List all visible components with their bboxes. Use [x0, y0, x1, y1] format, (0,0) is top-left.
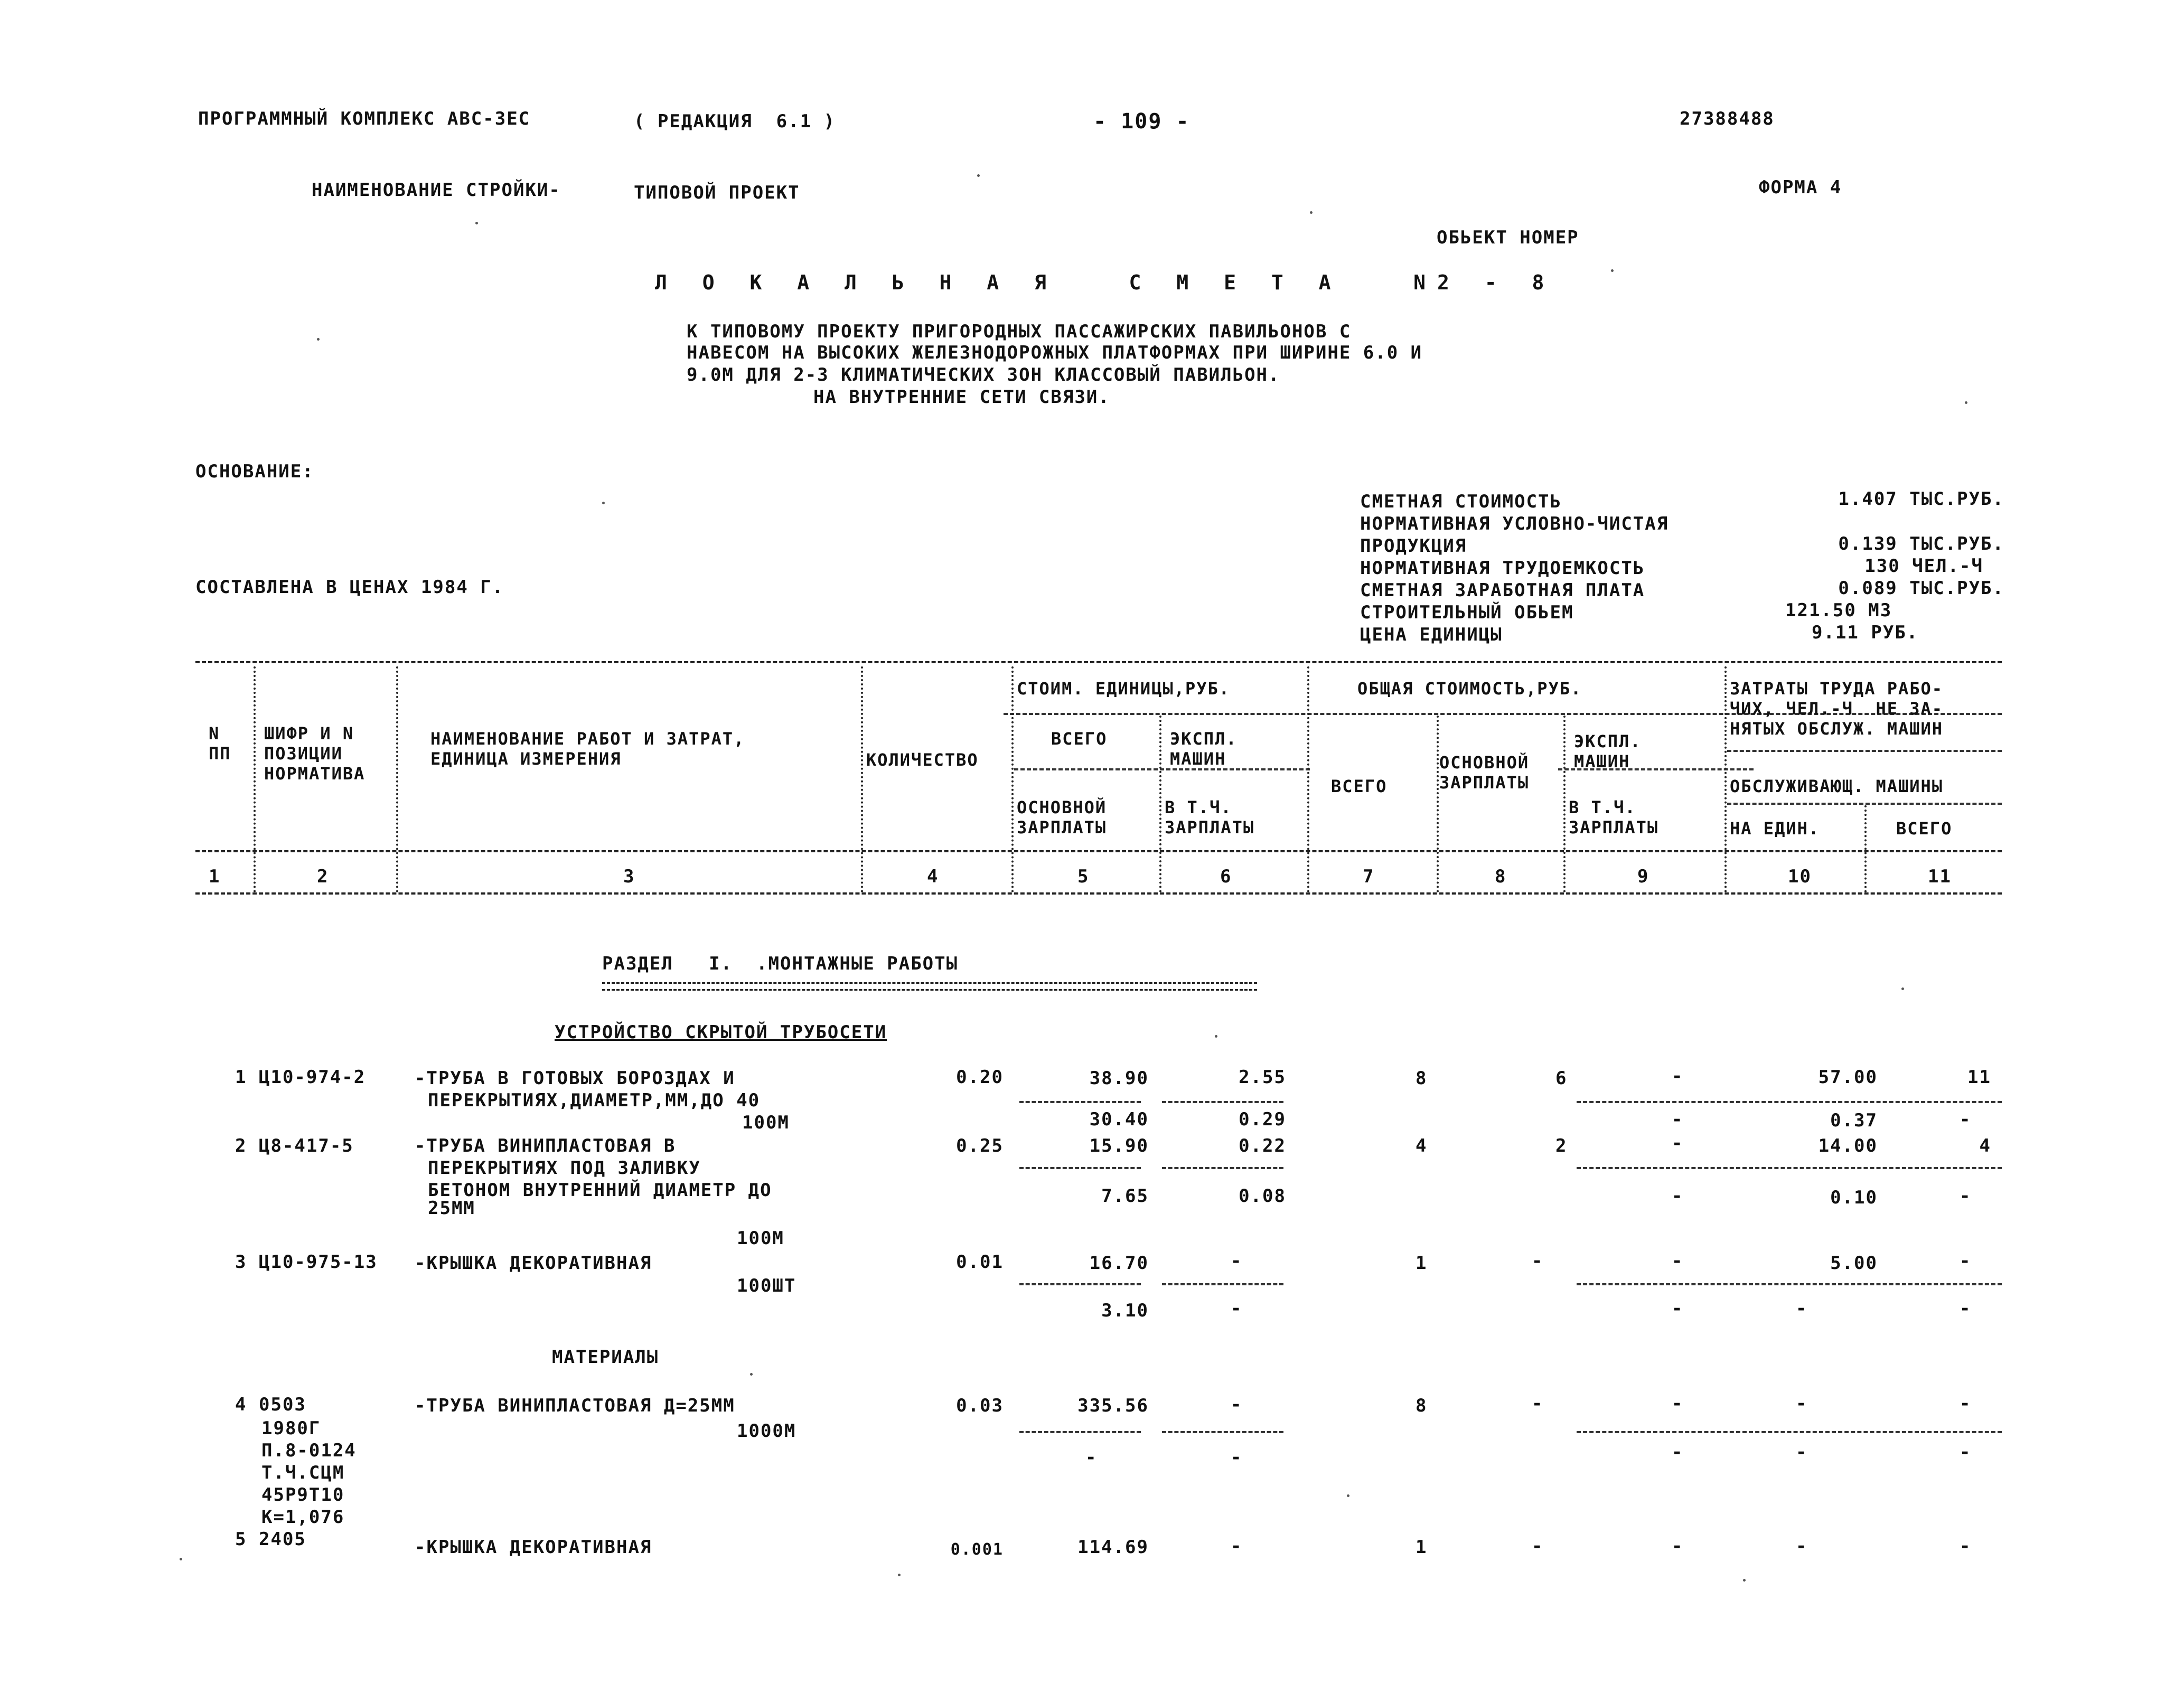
- row-labor-unit: -: [1796, 1298, 1808, 1319]
- header-labor: ЗАТРАТЫ ТРУДА РАБО- ЧИХ, ЧЕЛ.-Ч НЕ ЗА- НЯТЫХ ОБСЛУЖ. МАШИН: [1730, 679, 1944, 739]
- row-code-extra: 45Р9Т10: [261, 1484, 345, 1506]
- row-qty: 0.01: [956, 1252, 1004, 1273]
- title-line-4: НА ВНУТРЕННИЕ СЕТИ СВЯЗИ.: [813, 387, 1110, 408]
- row-total-all: 4: [1416, 1135, 1428, 1156]
- row-total-wage: -: [1532, 1393, 1544, 1414]
- summary-label: ПРОДУКЦИЯ: [1360, 535, 1467, 557]
- object-label: ОБЬЕКТ НОМЕР: [1437, 227, 1579, 248]
- estimate-heading: Л О К А Л Ь Н А Я С М Е Т А N2 - 8: [655, 271, 1556, 294]
- summary-value: 0.089 ТЫС.РУБ.: [1838, 578, 2004, 599]
- row-total-mach: -: [1672, 1133, 1684, 1154]
- row-total-mach: -: [1672, 1393, 1684, 1414]
- row-unit-all: 15.90: [1089, 1135, 1149, 1156]
- document-number: 27388488: [1680, 108, 1775, 129]
- summary-value: 121.50 М3: [1785, 600, 1892, 621]
- column-number: 5: [1077, 866, 1090, 887]
- header-labor-total: ВСЕГО: [1896, 819, 1953, 839]
- row-labor-unit: 14.00: [1818, 1135, 1878, 1156]
- column-number: 6: [1220, 866, 1232, 887]
- row-unit: 100М: [742, 1112, 790, 1133]
- row-code: Ц10-975-13: [259, 1252, 378, 1273]
- row-labor-unit: -: [1796, 1536, 1808, 1557]
- row-total-all: 8: [1416, 1395, 1428, 1416]
- row-labor-total: 11: [1967, 1067, 1991, 1088]
- title-line-3: 9.0М ДЛЯ 2-3 КЛИМАТИЧЕСКИХ ЗОН КЛАССОВЫЙ ПАВИЛЬОН.: [687, 364, 1280, 385]
- row-number: 2: [235, 1135, 247, 1156]
- section-subtitle: УСТРОЙСТВО СКРЫТОЙ ТРУБОСЕТИ: [555, 1022, 887, 1043]
- header-total-all: ВСЕГО: [1331, 776, 1388, 796]
- summary-label: НОРМАТИВНАЯ УСЛОВНО-ЧИСТАЯ: [1360, 513, 1669, 534]
- row-total-wage: 6: [1555, 1068, 1568, 1089]
- row-labor-unit: 0.37: [1830, 1110, 1878, 1131]
- summary-value: 9.11 РУБ.: [1812, 622, 1919, 643]
- summary-label: СМЕТНАЯ ЗАРАБОТНАЯ ПЛАТА: [1360, 580, 1645, 601]
- row-name: -КРЫШКА ДЕКОРАТИВНАЯ: [415, 1537, 652, 1558]
- row-labor-unit: 0.10: [1830, 1187, 1878, 1208]
- row-code-extra: 1980Г: [261, 1418, 321, 1439]
- header-total-mach: ЭКСПЛ. МАШИН: [1574, 731, 1642, 772]
- page-number: - 109 -: [1093, 109, 1190, 134]
- row-code: Ц10-974-2: [259, 1067, 366, 1088]
- row-unit-all: 335.56: [1077, 1395, 1149, 1416]
- summary-value: 0.139 ТЫС.РУБ.: [1838, 533, 2004, 554]
- row-name: -ТРУБА ВИНИПЛАСТОВАЯ Д=25ММ: [415, 1395, 735, 1416]
- row-total-wage: -: [1532, 1536, 1544, 1557]
- row-code-extra: Т.Ч.СЦМ: [261, 1462, 345, 1483]
- row-unit: 100М: [737, 1228, 784, 1249]
- row-unit: 1000М: [737, 1420, 796, 1442]
- row-labor-total: -: [1960, 1186, 1972, 1207]
- row-labor-unit: -: [1796, 1442, 1808, 1463]
- row-unit-incl: -: [1231, 1298, 1243, 1319]
- title-line-1: К ТИПОВОМУ ПРОЕКТУ ПРИГОРОДНЫХ ПАССАЖИРСКИХ ПАВИЛЬОНОВ С: [687, 321, 1352, 342]
- row-name: 25ММ: [428, 1198, 475, 1219]
- row-labor-total: -: [1960, 1298, 1972, 1319]
- row-code: Ц8-417-5: [259, 1135, 354, 1156]
- row-total-all: 1: [1416, 1253, 1428, 1274]
- row-number: 5: [235, 1529, 247, 1550]
- prices-label: СОСТАВЛЕНА В ЦЕНАХ 1984 Г.: [195, 577, 504, 598]
- column-number: 9: [1637, 866, 1649, 887]
- row-total-all: 8: [1416, 1068, 1428, 1089]
- row-name: ПЕРЕКРЫТИЯХ ПОД ЗАЛИВКУ: [428, 1158, 701, 1179]
- header-unit-wage: ОСНОВНОЙ ЗАРПЛАТЫ: [1017, 797, 1107, 838]
- row-unit-all: 114.69: [1077, 1537, 1149, 1558]
- row-labor-unit: 5.00: [1830, 1253, 1878, 1274]
- header-code: ШИФР И N ПОЗИЦИИ НОРМАТИВА: [264, 723, 365, 784]
- row-name: -ТРУБА В ГОТОВЫХ БОРОЗДАХ И: [415, 1068, 735, 1089]
- row-unit-all: 16.70: [1089, 1253, 1149, 1274]
- row-labor-total: -: [1960, 1442, 1972, 1463]
- form-number: ФОРМА 4: [1759, 177, 1842, 198]
- row-total-mach: -: [1672, 1250, 1684, 1272]
- row-unit-incl: 0.08: [1239, 1186, 1286, 1207]
- row-labor-total: 4: [1979, 1135, 1991, 1156]
- column-number: 2: [317, 866, 329, 887]
- header-unit-incl: В Т.Ч. ЗАРПЛАТЫ: [1165, 797, 1255, 838]
- row-name: -КРЫШКА ДЕКОРАТИВНАЯ: [415, 1253, 652, 1274]
- row-labor-total: -: [1960, 1536, 1972, 1557]
- row-labor-total: -: [1960, 1393, 1972, 1414]
- row-name: ПЕРЕКРЫТИЯХ,ДИАМЕТР,ММ,ДО 40: [428, 1090, 761, 1111]
- edition: ( РЕДАКЦИЯ 6.1 ): [634, 111, 836, 132]
- column-number: 1: [209, 866, 221, 887]
- row-total-wage: 2: [1555, 1135, 1568, 1156]
- column-number: 8: [1495, 866, 1507, 887]
- row-total-incl: -: [1672, 1442, 1684, 1463]
- header-unit-mach: ЭКСПЛ. МАШИН: [1170, 729, 1238, 769]
- header-unit-all: ВСЕГО: [1051, 729, 1108, 749]
- row-qty: 0.25: [956, 1135, 1004, 1156]
- row-total-incl: -: [1672, 1186, 1684, 1207]
- summary-label: СМЕТНАЯ СТОИМОСТЬ: [1360, 491, 1562, 512]
- row-qty: 0.001: [950, 1540, 1004, 1559]
- row-labor-unit: 57.00: [1818, 1067, 1878, 1088]
- title-line-2: НАВЕСОМ НА ВЫСОКИХ ЖЕЛЕЗНОДОРОЖНЫХ ПЛАТФОРМАХ ПРИ ШИРИНЕ 6.0 И: [687, 342, 1423, 363]
- row-number: 1: [235, 1067, 247, 1088]
- column-number: 4: [927, 866, 939, 887]
- program-name: ПРОГРАММНЫЙ КОМПЛЕКС АВС-ЗЕС: [198, 108, 531, 129]
- row-unit-mach: -: [1231, 1536, 1243, 1557]
- header-name: НАИМЕНОВАНИЕ РАБОТ И ЗАТРАТ, ЕДИНИЦА ИЗМЕРЕНИЯ: [430, 729, 745, 769]
- summary-label: НОРМАТИВНАЯ ТРУДОЕМКОСТЬ: [1360, 558, 1645, 579]
- row-code: 2405: [259, 1529, 306, 1550]
- header-labor-sub: ОБСЛУЖИВАЮЩ. МАШИНЫ: [1730, 776, 1944, 796]
- row-number: 4: [235, 1394, 247, 1415]
- header-total-wage: ОСНОВНОЙ ЗАРПЛАТЫ: [1439, 752, 1530, 793]
- row-unit-mach: -: [1231, 1394, 1243, 1415]
- summary-label: ЦЕНА ЕДИНИЦЫ: [1360, 624, 1503, 645]
- row-code: 0503: [259, 1394, 306, 1415]
- construction-value: ТИПОВОЙ ПРОЕКТ: [634, 182, 800, 203]
- summary-label: СТРОИТЕЛЬНЫЙ ОБЬЕМ: [1360, 602, 1574, 623]
- row-qty: 0.20: [956, 1067, 1004, 1088]
- row-unit-incl: 0.29: [1239, 1109, 1286, 1130]
- row-name: БЕТОНОМ ВНУТРЕННИЙ ДИАМЕТР ДО: [428, 1180, 772, 1201]
- row-labor-total: -: [1960, 1109, 1972, 1130]
- column-number: 7: [1363, 866, 1375, 887]
- section-title: РАЗДЕЛ I. .МОНТАЖНЫЕ РАБОТЫ: [602, 953, 959, 974]
- row-total-incl: -: [1672, 1109, 1684, 1130]
- section-underline: [602, 982, 1257, 991]
- row-unit-mach: 2.55: [1239, 1067, 1286, 1088]
- row-unit-wage: 3.10: [1101, 1300, 1149, 1321]
- row-unit-incl: -: [1231, 1447, 1243, 1468]
- row-unit-all: 38.90: [1089, 1068, 1149, 1089]
- construction-label: НАИМЕНОВАНИЕ СТРОЙКИ-: [312, 180, 561, 201]
- header-total-cost: ОБЩАЯ СТОИМОСТЬ,РУБ.: [1357, 679, 1582, 699]
- row-unit-mach: -: [1231, 1250, 1243, 1272]
- header-qty: КОЛИЧЕСТВО: [866, 750, 979, 770]
- column-number: 10: [1788, 866, 1812, 887]
- row-unit-wage: -: [1085, 1447, 1098, 1468]
- header-total-incl: В Т.Ч. ЗАРПЛАТЫ: [1569, 797, 1659, 838]
- row-unit-wage: 30.40: [1089, 1109, 1149, 1130]
- row-code-extra: К=1,076: [261, 1507, 345, 1528]
- basis-label: ОСНОВАНИЕ:: [195, 461, 314, 482]
- materials-heading: МАТЕРИАЛЫ: [552, 1347, 659, 1368]
- header-n: N ПП: [209, 723, 231, 764]
- row-unit-mach: 0.22: [1239, 1135, 1286, 1156]
- summary-value: 130 ЧЕЛ.-Ч: [1864, 556, 1983, 577]
- column-number: 3: [623, 866, 635, 887]
- row-total-mach: -: [1672, 1066, 1684, 1087]
- row-name: -ТРУБА ВИНИПЛАСТОВАЯ В: [415, 1135, 676, 1156]
- row-labor-total: -: [1960, 1250, 1972, 1272]
- row-total-incl: -: [1672, 1298, 1684, 1319]
- header-unit-cost: СТОИМ. ЕДИНИЦЫ,РУБ.: [1017, 679, 1231, 699]
- header-labor-unit: НА ЕДИН.: [1730, 819, 1820, 839]
- row-qty: 0.03: [956, 1395, 1004, 1416]
- row-total-wage: -: [1532, 1250, 1544, 1272]
- row-code-extra: П.8-0124: [261, 1440, 357, 1461]
- row-unit: 100ШТ: [737, 1275, 796, 1296]
- summary-value: 1.407 ТЫС.РУБ.: [1838, 488, 2004, 510]
- row-total-mach: -: [1672, 1536, 1684, 1557]
- row-number: 3: [235, 1252, 247, 1273]
- row-unit-wage: 7.65: [1101, 1186, 1149, 1207]
- row-total-all: 1: [1416, 1537, 1428, 1558]
- row-labor-unit: -: [1796, 1393, 1808, 1414]
- column-number: 11: [1928, 866, 1952, 887]
